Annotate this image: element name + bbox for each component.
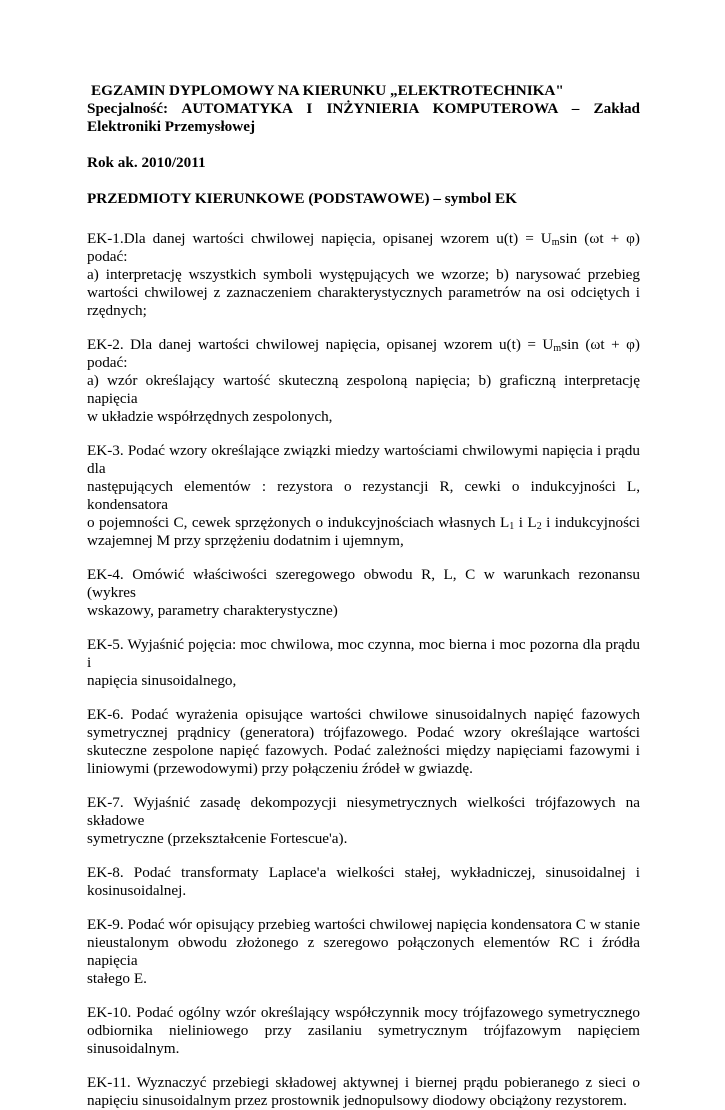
ek3-line-3: o pojemności C, cewek sprzężonych o indukcyjnościach własnych $L_1$ i $L_2$ i indukcyjności <box>87 514 640 532</box>
academic-year: Rok ak. 2010/2011 <box>87 154 206 171</box>
ek6-line-1: EK-6. Podać wyrażenia opisujące wartości chwilowe sinusoidalnych napięć fazowych <box>87 706 640 723</box>
item-ek9 <box>87 916 640 988</box>
item-ek3 <box>87 442 640 550</box>
ek3-line-2: następujących elementów : rezystora o rezystancji R, cewki o indukcyjności L, kondensatora <box>87 478 640 513</box>
item-ek10 <box>87 1004 640 1058</box>
item-ek11 <box>87 1074 640 1110</box>
ek11-line-2: napięciu sinusoidalnym przez prostownik jednopulsowy diodowy obciążony rezystorem. <box>87 1092 627 1109</box>
ek4-line-2: wskazowy, parametry charakterystyczne) <box>87 602 338 619</box>
ek2-line-3: w układzie współrzędnych zespolonych, <box>87 408 333 425</box>
ek2-line-1: EK-2. Dla danej wartości chwilowej napięcia, opisanej wzorem $u(t) = U_m\sin$ (ωt + φ) podać: <box>87 336 640 371</box>
ek10-line-2: odbiornika nieliniowego przy zasilaniu symetrycznym trójfazowym napięciem <box>87 1022 640 1039</box>
ek1-line-1: EK-1.Dla danej wartości chwilowej napięcia, opisanej wzorem $u(t) = U_m\sin$ (ωt + φ) podać: <box>87 230 640 265</box>
ek2-line-2: a) wzór określający wartość skuteczną zespoloną napięcia; b) graficzną interpretację napięcia <box>87 372 640 407</box>
ek8-line-2: kosinusoidalnej. <box>87 882 187 899</box>
item-ek2 <box>87 336 640 426</box>
ek5-line-1: EK-5. Wyjaśnić pojęcia: moc chwilowa, moc czynna, moc bierna i moc pozorna dla prądu i <box>87 636 640 671</box>
ek9-line-1: EK-9. Podać wór opisujący przebieg wartości chwilowej napięcia kondensatora C w stanie <box>87 916 640 933</box>
ek9-line-3: stałego E. <box>87 970 147 987</box>
ek1-line-2: a) interpretację wszystkich symboli występujących we wzorze; b) narysować przebieg <box>87 266 640 283</box>
ek11-line-1: EK-11. Wyznaczyć przebiegi składowej aktywnej i biernej prądu pobieranego z sieci o <box>87 1074 640 1091</box>
ek3-line-1: EK-3. Podać wzory określające związki miedzy wartościami chwilowymi napięcia i prądu dla <box>87 442 640 477</box>
specialization-line: Specjalność: AUTOMATYKA I INŻYNIERIA KOMPUTEROWA – Zakład <box>87 100 640 117</box>
exam-title: EGZAMIN DYPLOMOWY NA KIERUNKU „ELEKTROTECHNIKA" <box>91 82 564 99</box>
item-ek4 <box>87 566 640 620</box>
ek6-line-4: liniowymi (przewodowymi) przy połączeniu źródeł w gwiazdę. <box>87 760 473 777</box>
item-ek7 <box>87 794 640 848</box>
ek3-line-4: wzajemnej M przy sprzężeniu dodatnim i ujemnym, <box>87 532 404 549</box>
document-page <box>87 82 640 1110</box>
ek4-line-1: EK-4. Omówić właściwości szeregowego obwodu R, L, C w warunkach rezonansu (wykres <box>87 566 640 601</box>
subjects-heading: PRZEDMIOTY KIERUNKOWE (PODSTAWOWE) – symbol EK <box>87 190 517 207</box>
ek1-line-4: rzędnych; <box>87 302 147 319</box>
ek7-line-1: EK-7. Wyjaśnić zasadę dekompozycji niesymetrycznych wielkości trójfazowych na składowe <box>87 794 640 829</box>
ek6-line-3: skuteczne zespolone napięć fazowych. Podać zależności między napięciami fazowymi i <box>87 742 640 759</box>
department-line: Elektroniki Przemysłowej <box>87 118 256 135</box>
item-ek6 <box>87 706 640 778</box>
ek9-line-2: nieustalonym obwodu złożonego z szeregowo połączonych elementów RC i źródła napięcia <box>87 934 640 969</box>
ek10-line-1: EK-10. Podać ogólny wzór określający współczynnik mocy trójfazowego symetrycznego <box>87 1004 640 1021</box>
ek5-line-2: napięcia sinusoidalnego, <box>87 672 237 689</box>
item-ek1 <box>87 230 640 320</box>
ek7-line-2: symetryczne (przekształcenie Fortescue'a). <box>87 830 348 847</box>
item-ek5 <box>87 636 640 690</box>
ek10-line-3: sinusoidalnym. <box>87 1040 180 1057</box>
ek1-line-3: wartości chwilowej z zaznaczeniem charakterystycznych parametrów na osi odciętych i <box>87 284 640 301</box>
item-ek8 <box>87 864 640 900</box>
ek6-line-2: symetrycznej prądnicy (generatora) trójfazowego. Podać wzory określające wartości <box>87 724 640 741</box>
ek8-line-1: EK-8. Podać transformaty Laplace'a wielkości stałej, wykładniczej, sinusoidalnej i <box>87 864 640 881</box>
